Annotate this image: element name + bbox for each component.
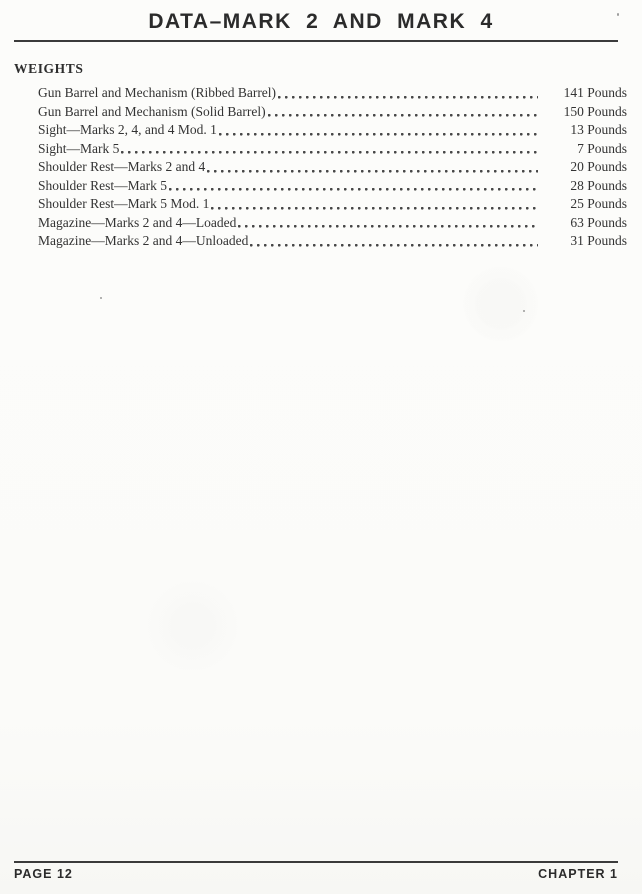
- dot-leader: [268, 103, 538, 122]
- weight-row: [38, 232, 627, 251]
- weight-row: [38, 140, 627, 159]
- scan-speck: [100, 297, 102, 299]
- footer-chapter-number: CHAPTER 1: [538, 867, 618, 881]
- footer-page-number: PAGE 12: [14, 867, 73, 881]
- weight-label: Shoulder Rest—Marks 2 and 4: [38, 159, 206, 174]
- weight-row: [38, 214, 627, 233]
- weight-label: Gun Barrel and Mechanism (Solid Barrel): [38, 103, 266, 119]
- weight-label: Sight—Mark 5: [38, 140, 120, 156]
- weight-label: Magazine—Marks 2 and 4—Loaded: [38, 214, 237, 230]
- weight-label: Sight—Marks 2, 4, and 4 Mod. 1: [38, 122, 217, 137]
- weight-row: [38, 103, 627, 122]
- dot-leader: [250, 232, 538, 251]
- page-footer: [14, 867, 618, 881]
- weight-label: Gun Barrel and Mechanism (Ribbed Barrel): [38, 85, 277, 100]
- dot-leader: [238, 214, 538, 233]
- weight-row: [38, 195, 627, 214]
- page-title: DATA–MARK 2 AND MARK 4: [148, 10, 494, 33]
- weight-value: 63 Pounds: [570, 214, 627, 230]
- weight-label: Shoulder Rest—Mark 5 Mod. 1: [38, 196, 210, 211]
- weight-label: Magazine—Marks 2 and 4—Unloaded: [38, 233, 249, 248]
- scan-speck: [523, 310, 525, 312]
- weight-value: 20 Pounds: [570, 159, 627, 174]
- dot-leader: [278, 84, 538, 103]
- weight-value: 7 Pounds: [577, 140, 627, 156]
- dot-leader: [121, 140, 538, 159]
- dot-leader: [207, 158, 538, 177]
- weight-row: [38, 158, 627, 177]
- scan-speck: [617, 13, 619, 16]
- weight-row: [38, 84, 627, 103]
- dot-leader: [169, 177, 538, 196]
- weight-row: [38, 121, 627, 140]
- weight-label: Shoulder Rest—Mark 5: [38, 177, 167, 193]
- weight-value: 31 Pounds: [570, 233, 627, 248]
- weight-value: 150 Pounds: [563, 103, 627, 119]
- dot-leader: [211, 195, 538, 214]
- weight-value: 141 Pounds: [563, 85, 627, 100]
- weight-value: 13 Pounds: [570, 122, 627, 137]
- weight-row: [38, 177, 627, 196]
- weights-section-heading: WEIGHTS: [14, 61, 84, 76]
- weights-table: [38, 84, 627, 251]
- header-rule: [14, 40, 618, 42]
- weight-value: 28 Pounds: [570, 177, 627, 193]
- weight-value: 25 Pounds: [570, 196, 627, 211]
- footer-rule: [14, 861, 618, 863]
- dot-leader: [219, 121, 538, 140]
